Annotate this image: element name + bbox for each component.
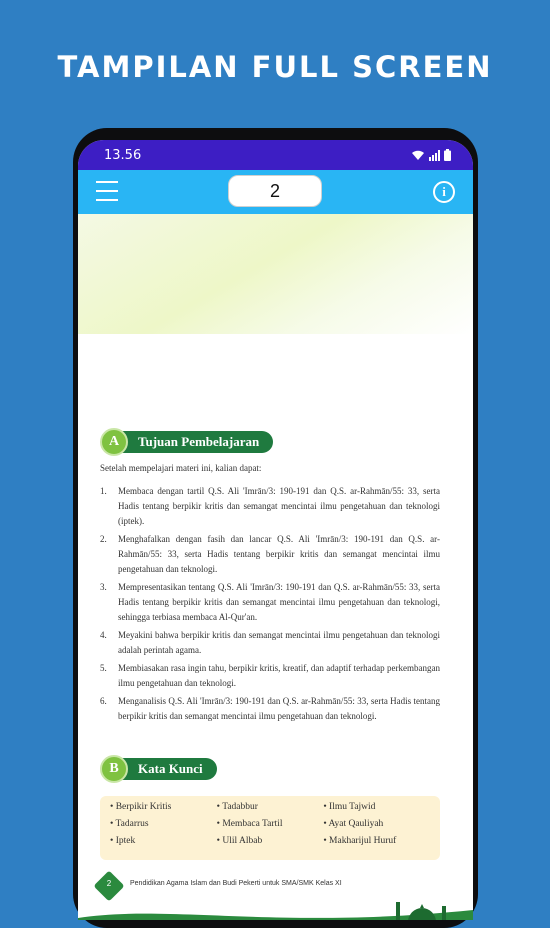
section-b-heading — [100, 757, 217, 781]
keyword-item: • Iptek — [110, 836, 217, 853]
footer-wave-decoration — [78, 900, 473, 920]
list-item: 3. Mempresentasikan tentang Q.S. Ali 'Imrān/3: 190-191 dan Q.S. ar-Rahmān/55: 33, serta Hadis tentang berpikir kritis dan semangat mencintai ilmu pengetahuan dan teknologi, sehingga terbiasa membaca Al-Qur'an. — [100, 582, 440, 622]
book-page[interactable] — [78, 214, 473, 920]
app-toolbar — [78, 170, 473, 214]
wifi-icon — [411, 150, 425, 161]
section-b-badge: B — [100, 755, 128, 783]
learning-goals-list — [100, 484, 440, 727]
keywords-box — [100, 796, 440, 860]
keyword-item: • Makharijul Huruf — [323, 836, 430, 853]
signal-icon — [429, 150, 440, 161]
status-icons — [411, 149, 451, 161]
footer-page-number: 2 — [106, 879, 112, 888]
keyword-item: • Ayat Qauliyah — [323, 819, 430, 836]
page-number-field[interactable]: 2 — [228, 175, 322, 207]
keyword-item: • Tadarrus — [110, 819, 217, 836]
keyword-item: • Membaca Tartil — [217, 819, 324, 836]
footer-book-title: Pendidikan Agama Islam dan Budi Pekerti untuk SMA/SMK Kelas XI — [130, 880, 342, 887]
page-header-decoration — [78, 214, 473, 334]
promo-title: TAMPILAN FULL SCREEN — [57, 50, 493, 84]
hamburger-menu-icon[interactable] — [96, 181, 118, 203]
status-time: 13.56 — [104, 147, 142, 163]
list-item: 4. Meyakini bahwa berpikir kritis dan semangat mencintai ilmu pengetahuan dan teknologi adalah perintah agama. — [100, 630, 440, 655]
status-bar — [78, 140, 473, 170]
keyword-item: • Ilmu Tajwid — [323, 802, 430, 819]
section-a-heading — [100, 430, 273, 454]
battery-icon — [444, 149, 451, 161]
list-item: 2. Menghafalkan dengan fasih dan lancar Q.S. Ali 'Imrān/3: 190-191 dan Q.S. ar-Rahmān/55: 33, serta Hadis tentang berpikir kritis dan semangat mencintai ilmu pengetahuan dan teknologi. — [100, 534, 440, 574]
section-a-intro: Setelah mempelajari materi ini, kalian dapat: — [100, 463, 262, 473]
section-a-title: Tujuan Pembelajaran — [120, 431, 273, 453]
phone-frame — [73, 128, 478, 928]
info-icon[interactable]: i — [433, 181, 455, 203]
keyword-item: • Berpikir Kritis — [110, 802, 217, 819]
keyword-item: • Ulil Albab — [217, 836, 324, 853]
section-b-title: Kata Kunci — [120, 758, 217, 780]
list-item: 6. Menganalisis Q.S. Ali 'Imrān/3: 190-191 dan Q.S. ar-Rahmān/55: 33, serta Hadis tentang berpikir kritis dan semangat mencintai ilmu pengetahuan dan teknologi. — [100, 696, 440, 721]
list-item: 1. Membaca dengan tartil Q.S. Ali 'Imrān/3: 190-191 dan Q.S. ar-Rahmān/55: 33, serta Hadis tentang berpikir kritis dan semangat mencintai ilmu pengetahuan dan teknologi (iptek). — [100, 486, 440, 526]
phone-screen — [78, 140, 473, 920]
section-a-badge: A — [100, 428, 128, 456]
keyword-item: • Tadabbur — [217, 802, 324, 819]
list-item: 5. Membiasakan rasa ingin tahu, berpikir kritis, kreatif, dan adaptif terhadap perkembangan ilmu pengetahuan dan teknologi. — [100, 663, 440, 688]
